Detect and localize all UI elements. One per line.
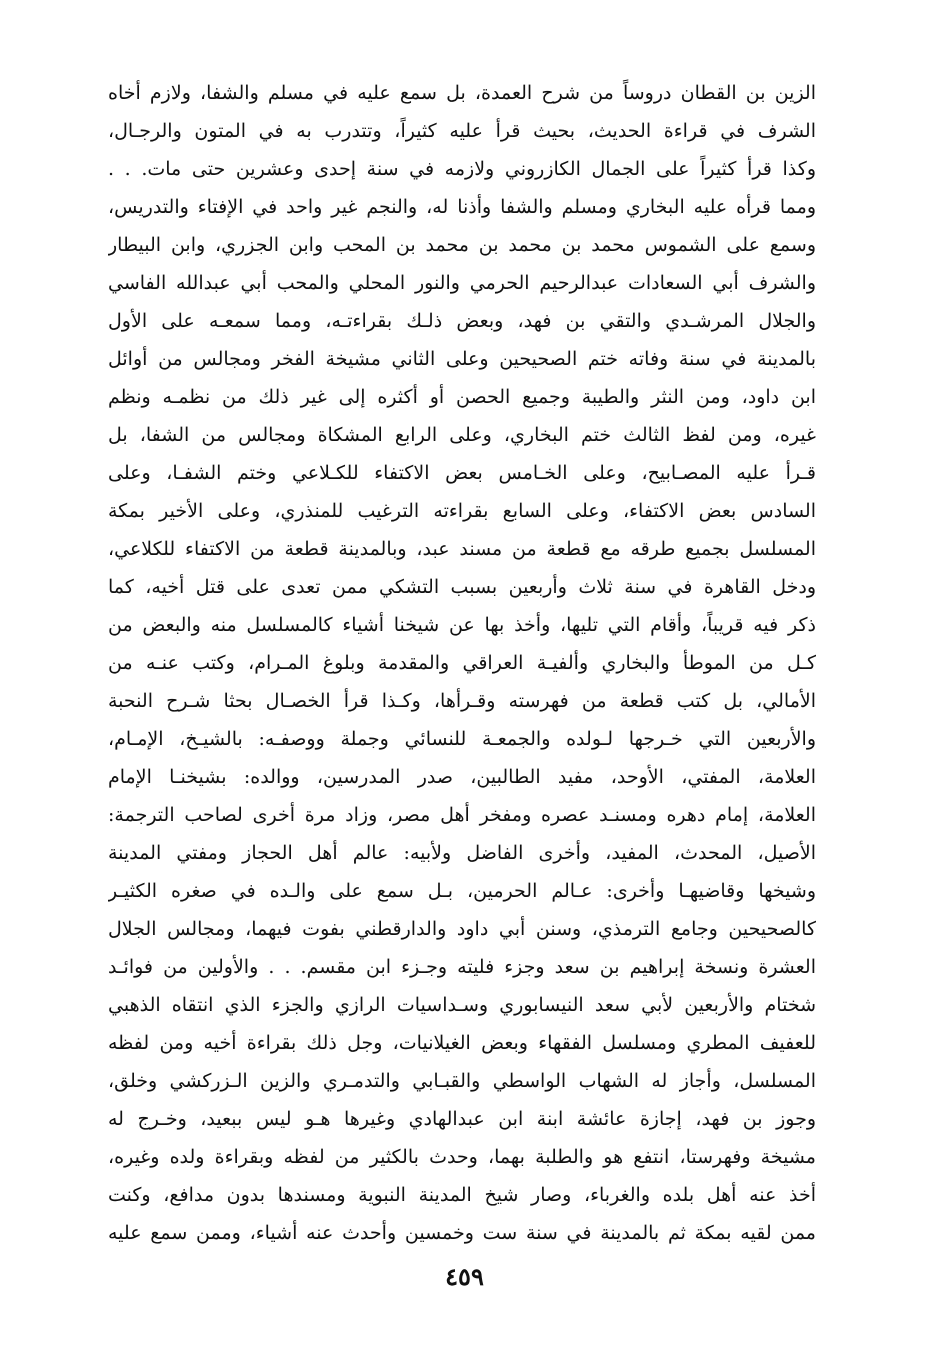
text-line: الزين بن القطان دروساً من شرح العمدة، بل سمع عليه في مسلم والشفا، ولازم أخاه [108, 82, 816, 104]
text-line: ابن داود، ومن النثر والطيبة وجميع الحصن أو أكثره إلى غير ذلك من نظمـه ونظم [108, 386, 816, 408]
text-line: الشرف في قراءة الحديث، بحيث قرأ عليه كثيراً، وتتدرب به في المتون والرجـال، [108, 120, 816, 142]
text-line: بالمدينة في سنة وفاته ختم الصحيحين وعلى الثاني مشيخة الفخر ومجالس من أوائل [108, 348, 816, 370]
text-line: المسلسل بجميع طرقه مع قطعة من مسند عبد، وبالمدينة قطعة من الاكتفاء للكلاعي، [108, 538, 816, 560]
page-number: ٤٥٩ [445, 1262, 484, 1291]
text-line: كالصحيحين وجامع الترمذي، وسنن أبي داود والدارقطني بفوت فيهما، ومجالس الجلال [108, 918, 816, 940]
text-line: المسلسل، وأجاز له الشهاب الواسطي والقبـابي والتدمـري والزين الـزركشي وخلق، [108, 1070, 816, 1092]
text-line: غيره، ومن لفظ الثالث ختم البخاري، وعلى الرابع المشكاة ومجالس من الشفا، بل [108, 424, 816, 446]
text-line: الأمالي، بل كتب قطعة من فهرسته وقـرأها، وكـذا قرأ الخصـال بحثا شـرح النحبة [108, 690, 816, 712]
text-line: أخذ عنه أهل بلده والغرباء، وصار شيخ المدينة النبوية ومسندها بدون مدافع، وكنت [108, 1184, 816, 1206]
text-line: قـرأ عليه المصـابيح، وعلى الخـامس بعض الاكتفاء للكـلاعي وختم الشفـا، وعلى [108, 462, 816, 484]
text-line: ممن لقيه بمكة ثم بالمدينة في سنة ست وخمسين وأحدث عنه أشياء، وممن سمع عليه [108, 1222, 816, 1244]
body-text [108, 74, 816, 1252]
text-line: العلامة، إمام دهره ومسنـد عصره ومفخر أهل مصر، وزاد مرة أخرى لصاحب الترجمة: [108, 804, 816, 826]
text-line: مشيخة وفهرستا، انتفع هو والطلبة بهما، وحدث بالكثير من لفظه وبقراءة ولده وغيره، [108, 1146, 816, 1168]
text-line: والشرف أبي السعادات عبدالرحيم الحرمي والنور المحلي والمحب أبي عبدالله الفاسي [108, 272, 816, 294]
text-line: والجلال المرشـدي والتقي بن فهد، وبعض ذلـك بقراءتـه، ومما سمعـه على الأول [108, 310, 816, 332]
text-line: وكذا قرأ كثيراً على الجمال الكازروني ولازمه في سنة إحدى وعشرين حتى مات. . . [108, 158, 816, 180]
text-line: العلامة، المفتي، الأوحد، مفيد الطالبين، صدر المدرسين، ووالده: بشيخنـا الإمام [108, 766, 816, 788]
text-line: ومما قرأه عليه البخاري ومسلم والشفا وأذنا له، والنجم غير واحد في الإفتاء والتدريس، [108, 196, 816, 218]
text-line: وسمع على الشموس محمد بن محمد بن محمد بن المحب وابن الجزري، وابن البيطار [108, 234, 816, 256]
text-line: والأربعين التي خـرجها لـولده والجمعـة للنسائي وجملة ووصفـه: بالشيـخ، الإمـام، [108, 728, 816, 750]
text-line: الأصيل، المحدث، المفيد، وأخرى الفاضل ولأبيه: عالم أهل الحجاز ومفتي المدينة [108, 842, 816, 864]
text-line: العشرة ونسخة إبراهيم بن سعد وجزء فليته وجـزء ابن مقسم. . . والأولين من فوائـد [108, 956, 816, 978]
text-line: شختام والأربعين لأبي سعد النيسابوري وسـداسيات الرازي والجزء الذي انتقاه الذهبي [108, 994, 816, 1016]
text-line: كـل من الموطأ والبخاري وألفيـة العراقي والمقدمة وبلوغ المـرام، وكتب عنـه من [108, 652, 816, 674]
text-line: للعفيف المطري ومسلسل الفقهاء وبعض الغيلانيات، وجل ذلك بقراءة أخيه ومن لفظه [108, 1032, 816, 1054]
text-line: السادس بعض الاكتفاء، وعلى السابع بقراءته الترغيب للمنذري، وعلى الأخير بمكة [108, 500, 816, 522]
text-line: وشيخها وقاضيهـا وأخرى: عـالم الحرمين، بـل سمع على والـده في صغره الكثيـر [108, 880, 816, 902]
text-line: ودخل القاهرة في سنة ثلاث وأربعين بسبب التشكي ممن تعدى على قتل أخيه، كما [108, 576, 816, 598]
text-line: ذكر فيه قريباً، وأقام التي تليها، وأخذ بها عن شيخنا أشياء كالمسلسل منه والبعض من [108, 614, 816, 636]
text-line: وجوز بن فهد، إجازة عائشة ابنة ابن عبدالهادي وغيرها هـو ليس ببعيد، وخـرج له [108, 1108, 816, 1130]
